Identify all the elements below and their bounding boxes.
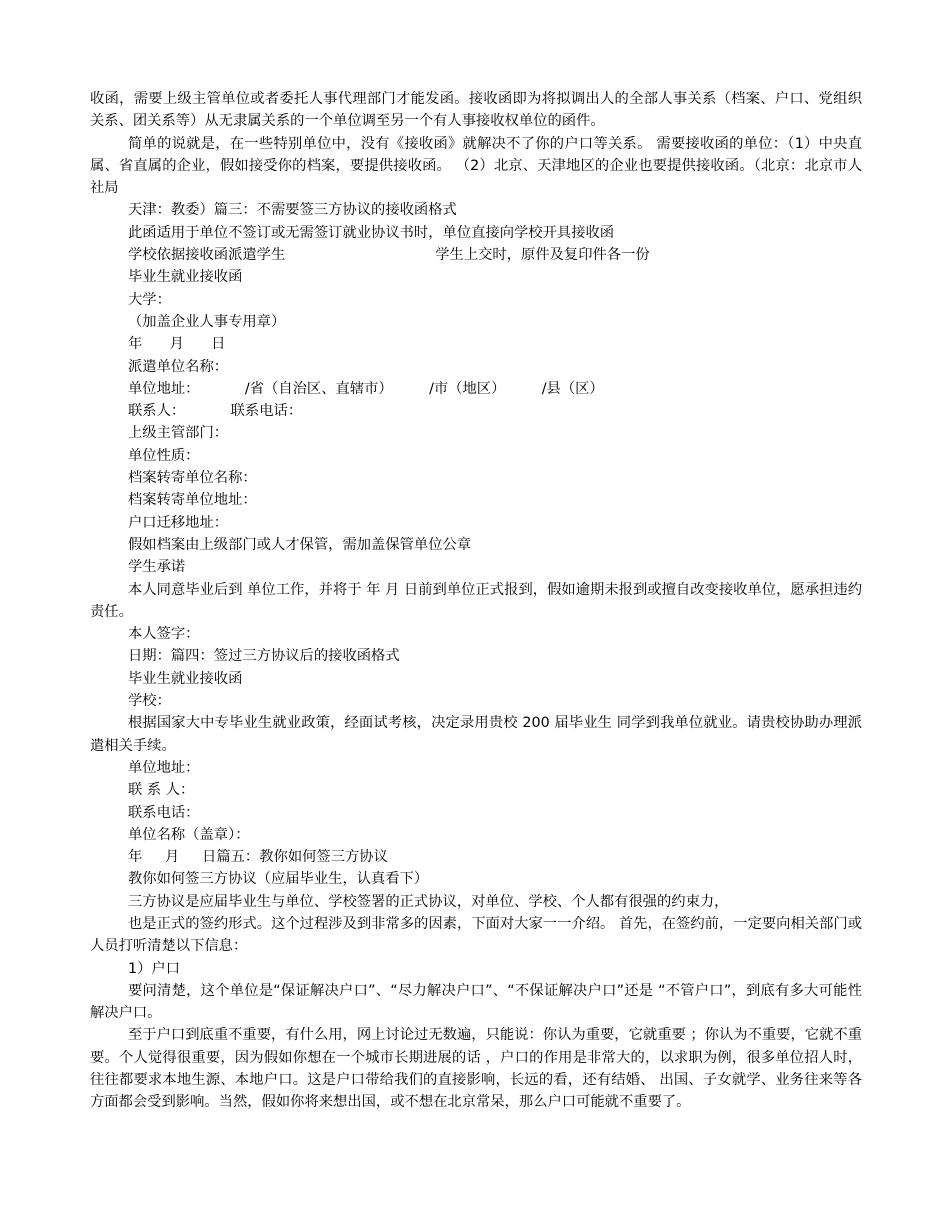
- form-field: 档案转寄单位地址：: [128, 492, 257, 509]
- text-line: 学校：: [128, 693, 171, 710]
- section-heading: 学生承诺: [128, 559, 186, 576]
- form-field: 单位名称（盖章）：: [128, 826, 250, 843]
- paragraph: 简单的说就是，在一些特别单位中，没有《接收函》就解决不了你的户口等关系。 需要接收函的单位：（1）中央直属、省直属的企业，假如接受你的档案，要提供接收函。 （2）北京、天津地区的企业也要提供接收函。（北京：北京市人社局: [90, 135, 862, 197]
- form-title: 毕业生就业接收函: [128, 670, 243, 687]
- paragraph: 要问清楚，这个单位是“保证解决户口”、“尽力解决户口”、“不保证解决户口”还是 “不管户口”，到底有多大可能性解决户口。: [90, 982, 862, 1022]
- form-title: 毕业生就业接收函: [128, 269, 243, 286]
- date-line: 年 月 日: [128, 336, 226, 353]
- form-field: 联系电话：: [128, 804, 200, 821]
- form-field: 派遣单位名称：: [128, 358, 229, 375]
- form-field: 上级主管部门：: [128, 425, 229, 442]
- text-line: （加盖企业人事专用章）: [128, 313, 286, 330]
- form-field: 联 系 人：: [128, 782, 195, 799]
- form-field: 户口迁移地址：: [128, 514, 229, 531]
- text-line: 日期：篇四：签过三方协议后的接收函格式: [128, 648, 400, 665]
- text-line: 此函适用于单位不签订或无需签订就业协议书时，单位直接向学校开具接收函: [128, 224, 615, 241]
- paragraph: 本人同意毕业后到 单位工作，并将于 年 月 日前到单位正式报到，假如逾期未报到或擅自改变接收单位，愿承担违约责任。: [90, 581, 862, 620]
- paragraph: 根据国家大中专毕业生就业政策，经面试考核，决定录用贵校 200 届毕业生 同学到我单位就业。请贵校协助办理派遣相关手续。: [90, 715, 862, 754]
- text-line: 大学：: [128, 291, 171, 308]
- text-line: 假如档案由上级部门或人才保管，需加盖保管单位公章: [128, 536, 472, 553]
- paragraph: 至于户口到底重不重要，有什么用，网上讨论过无数遍，只能说：你认为重要，它就重要 ；你认为不重要，它就不重要。个人觉得很重要，因为假如你想在一个城市长期进展的话 ，户口的作用是非常大的，以求职为例，很多单位招人时，往往都要求本地生源、本地户口。这是户口带给我们的直接影响，长远的看，还有结婚、 出国、子女就学、业务往来等各方面都会受到影响。当然，假如你将来想出国，或不想在北京常呆，那么户口可能就不重要了。: [90, 1027, 862, 1111]
- date-line: 年 月 日篇五：教你如何签三方协议: [128, 849, 388, 866]
- form-field: 单位地址： /省（自治区、直辖市） /市（地区） /县（区）: [128, 380, 604, 397]
- text-line: 学校依据接收函派遣学生 学生上交时，原件及复印件各一份: [128, 247, 650, 264]
- form-field: 单位性质：: [128, 447, 200, 464]
- form-field: 单位地址：: [128, 759, 200, 776]
- text-line: 教你如何签三方协议（应届毕业生，认真看下）: [128, 871, 429, 888]
- form-field: 本人签字：: [128, 626, 200, 643]
- section-heading: 1）户口: [128, 960, 180, 977]
- form-field: 联系人： 联系电话：: [128, 403, 303, 420]
- text-line: 三方协议是应届毕业生与单位、学校签署的正式协议，对单位、学校、个人都有很强的约束力，: [128, 893, 729, 910]
- paragraph: 收函，需要上级主管单位或者委托人事代理部门才能发函。接收函即为将拟调出人的全部人事关系（档案、户口、党组织关系、团关系等）从无隶属关系的一个单位调至另一个有人事接收权单位的函件。: [90, 91, 862, 130]
- paragraph: 也是正式的签约形式。这个过程涉及到非常多的因素，下面对大家一一介绍。 首先，在签约前，一定要向相关部门或人员打听清楚以下信息：: [90, 915, 862, 955]
- form-field: 档案转寄单位名称：: [128, 470, 257, 487]
- text-line: 天津：教委）篇三：不需要签三方协议的接收函格式: [128, 202, 457, 219]
